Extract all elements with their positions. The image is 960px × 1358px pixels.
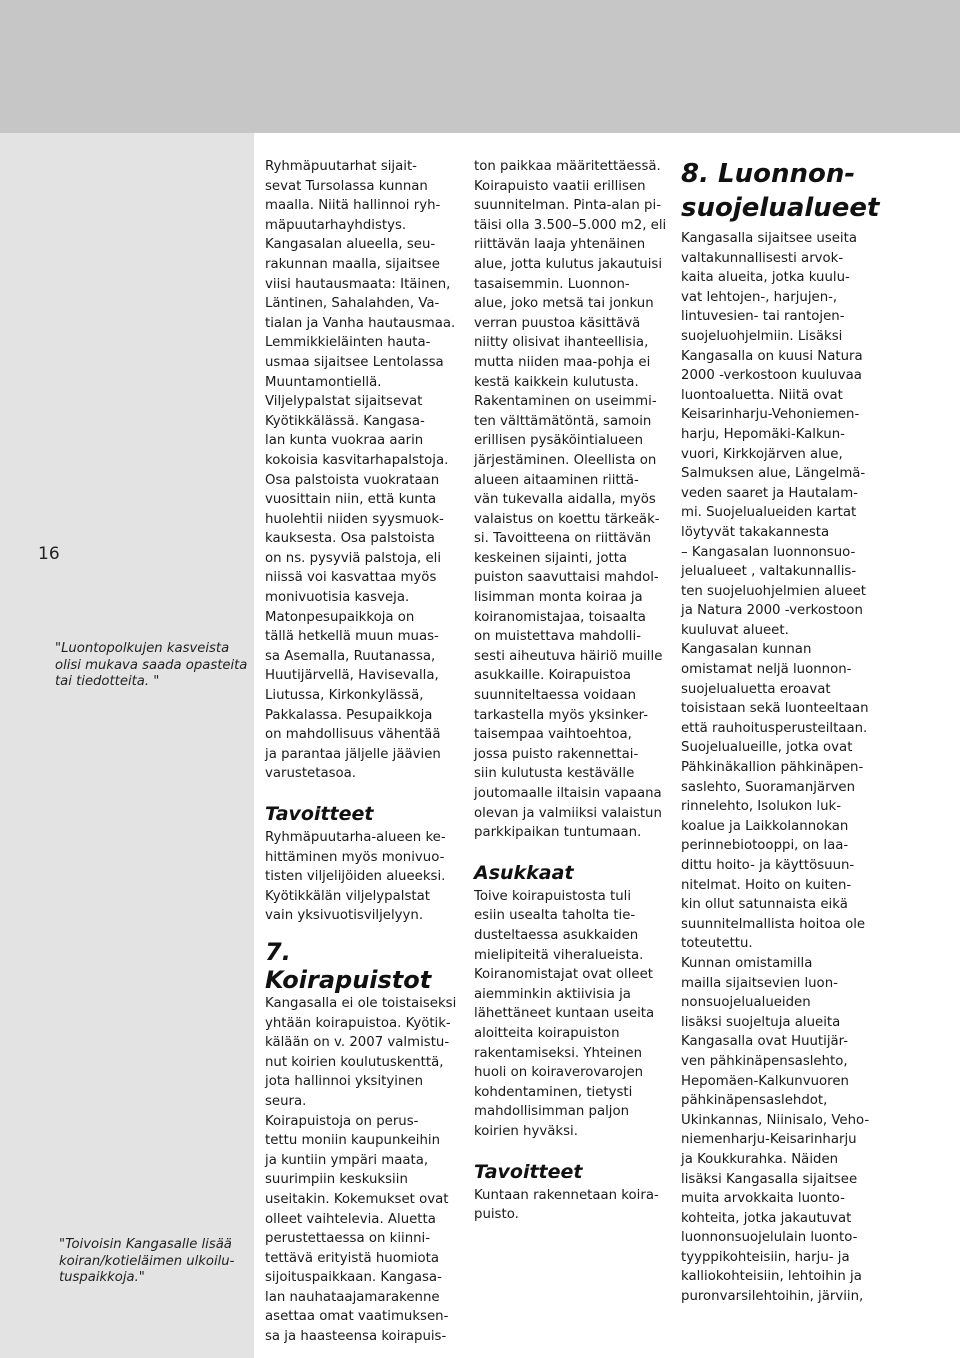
paragraph: Lemmikkieläinten hauta- usmaa sijaitsee Lentolassa Muuntamontiellä. bbox=[265, 335, 444, 390]
paragraph: Kangasalan kunnan omistamat neljä luonnon- suojelualuetta eroavat toisistaan sekä luonteeltaan että rauhoitusperusteiltaan. Suojelualueille, jotka ovat Pähkinäkallion pähkinäpen- saslehto, Suoramanjärven rinnelehto, Isolukon luk- koalue ja Laikkolannokan perinnebiotooppi, on laa- dittu hoito- ja käyttösuun- nitelmat. Hoito on kuiten- kin ollut satunnaista eikä suunnitelmallista hoitoa ole toteutettu. bbox=[681, 642, 869, 952]
paragraph: Ryhmäpuutarha-alueen ke- hittäminen myös monivuo- tisten viljelijöiden alueeksi. Kyötikkälän viljelypalstat vain yksivuotisviljelyyn. bbox=[265, 830, 446, 924]
paragraph: Matonpesupaikkoja on tällä hetkellä muun muas- sa Asemalla, Ruutanassa, Huutijärvellä, Havisevalla, Liutussa, Kirkonkylässä, Pakkalassa. Pesupaikkoja on mahdollisuus vähentää ja parantaa jäljelle jäävien varustetasoa. bbox=[265, 609, 441, 782]
paragraph: ton paikkaa määritettäessä. bbox=[474, 159, 661, 174]
text-column-2 bbox=[474, 157, 670, 1225]
paragraph: Koirapuistoja on perus- tettu moniin kaupunkeihin ja kuntiin ympäri maata, suurimpiin keskuksiin useitakin. Kokemukset ovat olleet vaihtelevia. Aluetta perustettaessa on kiinni- tettävä erityistä huomiota sijoituspaikkaan. Kangasa- lan nauhataajamarakenne asettaa omat vaatimuksen- sa ja haasteensa koirapuis- bbox=[265, 1113, 449, 1345]
text-column-1 bbox=[265, 157, 463, 1347]
paragraph: Kangasalla sijaitsee useita valtakunnallisesti arvok- kaita alueita, jotka kuulu- vat lehtojen-, harjujen-, lintuvesien- tai rantojen- suojeluohjelmiin. Lisäksi Kangasalla on kuusi Natura 2000 -verkostoon kuuluvaa luontoaluetta. Niitä ovat Keisarinharju-Vehoniemen- harju, Hepomäki-Kalkun- vuori, Kirkkojärven alue, Salmuksen alue, Längelmä- veden saaret ja Hautalam- mi. Suojelualueiden kartat löytyvät takakannesta – Kangasalan luonnonsuo- jelualueet , valtakunnallis- ten suojeluohjelmien alueet ja Natura 2000 -verkostoon kuuluvat alueet. bbox=[681, 231, 866, 638]
subheading-tavoitteet: Tavoitteet bbox=[474, 1160, 583, 1183]
sidebar-band bbox=[0, 133, 254, 1358]
subheading-asukkaat: Asukkaat bbox=[474, 861, 574, 884]
subheading-tavoitteet: Tavoitteet bbox=[265, 803, 374, 825]
paragraph: Ryhmäpuutarhat sijait- sevat Tursolassa kunnan maalla. Niitä hallinnoi ryh- mäpuutarhayhdistys. bbox=[265, 159, 441, 233]
paragraph: Kuntaan rakennetaan koira- puisto. bbox=[474, 1187, 659, 1223]
paragraph: Toive koirapuistosta tuli esiin usealta taholta tie- dusteltaessa asukkaiden mielipiteitä viheralueista. Koiranomistajat ovat olleet aiemminkin aktiivisia ja lähettäneet kuntaan useita aloitteita koirapuiston rakentamiseksi. Yhteinen huoli on koiraverovarojen kohdentaminen, tietysti mahdollisimman paljon koirien hyväksi. bbox=[474, 888, 655, 1139]
header-band bbox=[0, 0, 960, 133]
paragraph: Kunnan omistamilla mailla sijaitsevien luon- nonsuojelualueiden lisäksi suojeltuja alueita Kangasalla ovat Huutijär- ven pähkinäpensaslehto, Hepomäen-Kalkunvuoren pähkinäpensaslehdot, Ukinkannas, Niinisalo, Veho- niemenharju-Keisarinharju ja Koukkurahka. Näiden lisäksi Kangasalla sijaitsee muita arvokkaita luonto- kohteita, jotka jakautuvat luonnonsuojelulain luonto- tyyppikohteisiin, harju- ja kalliokohteisiin, lehtoihin ja puronvarsilehtoihin, järviin, bbox=[681, 955, 870, 1305]
section-heading-koirapuistot: 7. Koirapuistot bbox=[265, 937, 432, 994]
sidebar-quote-2: "Toivoisin Kangasalle lisää koiran/kotieläimen ulkoilu- tuspaikkoja." bbox=[59, 1237, 235, 1285]
paragraph: Kangasalan alueella, seu- rakunnan maalla, sijaitsee viisi hautausmaata: Itäinen, Läntinen, Sahalahden, Va- tialan ja Vanha hautausmaa. bbox=[265, 237, 456, 331]
paragraph: Koirapuisto vaatii erillisen suunnitelman. Pinta-alan pi- täisi olla 3.500–5.000 m2, eli riittävän laaja yhtenäinen alue, jotta kulutus jakautuisi tasaisemmin. Luonnon- alue, joko metsä tai jonkun verran puustoa käsittävä niitty olisivat ihanteellisia, mutta niiden maa-pohja ei kestä kaikkein kulutusta. Rakentaminen on useimmi- ten välttämätöntä, samoin erillisen pysäköintialueen järjestäminen. Oleellista on alueen aitaaminen riittä- vän tukevalla aidalla, myös valaistus on koettu tärkeäk- si. Tavoitteena on riittävän keskeinen sijainti, jotta puiston saavuttaisi mahdol- lisimman monta koiraa ja koiranomistajaa, toisaalta on muistettava mahdolli- sesti aiheutuva häiriö muille asukkaille. Koirapuistoa suunniteltaessa voidaan tarkastella myös yksinker- taisempaa vaihtoehtoa, jossa puisto rakennettai- siin kulutusta kestävälle joutomaalle iltaisin vapaana olevan ja valmiiksi valaistun parkkipaikan tuntumaan. bbox=[474, 178, 667, 841]
paragraph: Viljelypalstat sijaitsevat Kyötikkälässä. Kangasa- lan kunta vuokraa aarin kokoisia kasvitarhapalstoja. Osa palstoista vuokrataan vuosittain niin, että kunta huolehtii niiden syysmuok- kauksesta. Osa palstoista on ns. pysyviä palstoja, eli niissä voi kasvattaa myös monivuotisia kasveja. bbox=[265, 394, 449, 606]
page-number: 16 bbox=[38, 544, 60, 564]
text-column-3 bbox=[681, 157, 881, 1307]
section-heading-luonnonsuojelualueet: 8. Luonnon- suojelualueet bbox=[681, 159, 880, 223]
sidebar-quote-1: "Luontopolkujen kasveista olisi mukava saada opasteita tai tiedotteita. " bbox=[55, 641, 248, 689]
paragraph: Kangasalla ei ole toistaiseksi yhtään koirapuistoa. Kyötik- kälään on v. 2007 valmistu- nut koirien koulutuskenttä, jota hallinnoi yksityinen seura. bbox=[265, 995, 457, 1109]
